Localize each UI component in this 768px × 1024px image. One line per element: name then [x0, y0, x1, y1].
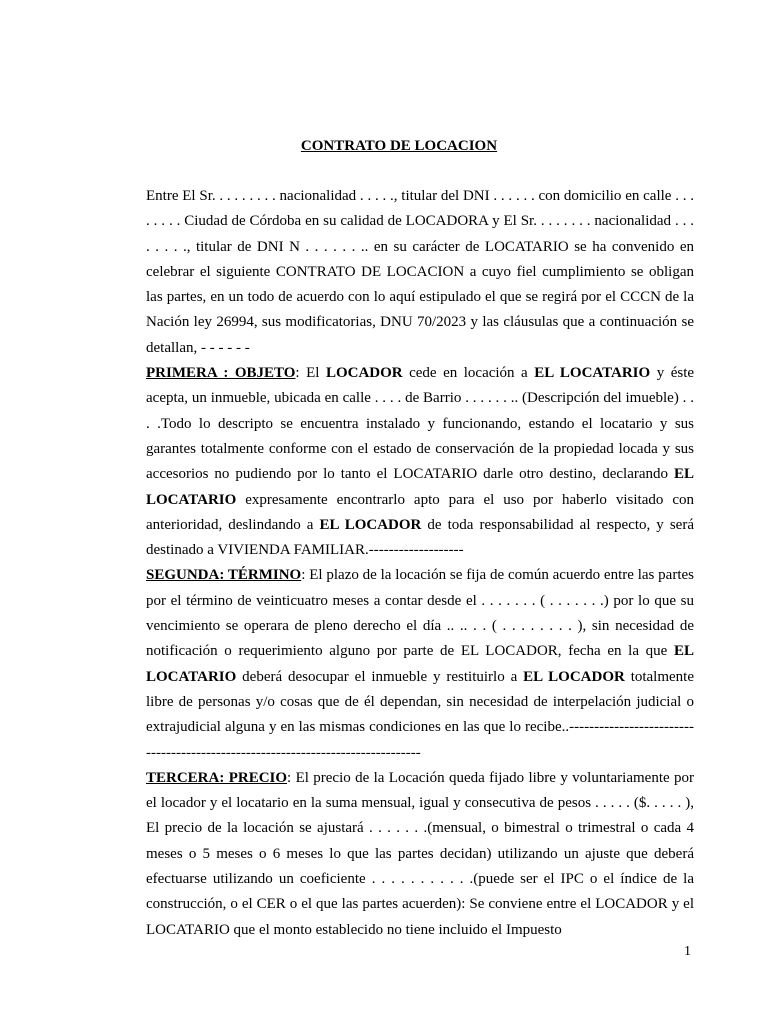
- bold-term: LOCADOR: [325, 365, 403, 382]
- clause-text: : El precio de la Locación queda fijado libre y voluntariamente por el locador y el locatario en la suma mensual, igual y consecutiva de pesos . . . . . ($. . . . . ), El precio de la locación se ajustará . . . . . . .(mensual, o bimestral o trimestral o cada 4 meses o 5 meses o 6 meses lo que las partes decidan) utilizando un ajuste que deberá efectuarse utilizando un coeficiente . . . . . . . . . . .(puede ser el IPC o el índice de la construcción, o el CER o el que las partes acuerden): Se conviene entre el LOCADOR y el LOCATARIO que el monto establecido no tiene incluido el Impuesto: [146, 769, 694, 938]
- clause-primera: [146, 361, 694, 563]
- clause-heading: SEGUNDA: TÉRMINO: [146, 567, 302, 584]
- clause-text: : El plazo de la locación se fija de común acuerdo entre las partes por el término de veinticuatro meses a contar desde el . . . . . . . ( . . . . . . .) por lo que su vencimiento se operara de pleno derecho el día .. .. . . ( . . . . . . . . ), sin necesidad de notificación o requerimiento alguno por parte de EL LOCADOR, fecha en la que: [146, 567, 695, 660]
- bold-term: EL LOCADOR: [523, 668, 625, 685]
- bold-term: EL LOCATARIO: [146, 643, 694, 685]
- clause-heading: TERCERA: PRECIO: [146, 769, 288, 786]
- clause-text: totalmente libre de personas y/o cosas que de él dependan, sin necesidad de interpelación judicial o extrajudicial alguna y en las mismas condiciones en las que lo recibe..--------------------------------------------------------------------------------: [146, 668, 695, 761]
- clause-tercera: [146, 766, 694, 943]
- clause-text: cede en locación a: [402, 365, 535, 382]
- page-number: 1: [684, 944, 691, 959]
- clause-segunda: [146, 563, 694, 765]
- bold-term: EL LOCATARIO: [534, 365, 651, 382]
- clause-text: deberá desocupar el inmueble y restituirlo a: [236, 668, 524, 685]
- document-title: CONTRATO DE LOCACION: [300, 138, 498, 154]
- clause-text: expresamente encontrarlo apto para el uso por haberlo visitado con anterioridad, deslindando a: [146, 491, 694, 533]
- bold-term: EL LOCADOR: [319, 516, 422, 533]
- document-body: [146, 184, 694, 943]
- clause-text: de toda responsabilidad al respecto, y será destinado a VIVIENDA FAMILIAR.-------------------: [146, 516, 694, 559]
- bold-term: EL LOCATARIO: [146, 466, 694, 508]
- clause-text: : El: [295, 365, 326, 382]
- clause-heading: PRIMERA : OBJETO: [146, 365, 296, 382]
- clause-text: y éste acepta, un inmueble, ubicada en calle . . . . de Barrio . . . . . . .. (Descripción del imueble) . . . .Todo lo descripto se encuentra instalado y funcionando, estando el locatario y sus garantes totalmente conforme con el estado de conservación de la propiedad locada y sus accesorios no pudiendo por lo tanto el LOCATARIO darle otro destino, declarando: [146, 365, 695, 483]
- intro-paragraph: Entre El Sr. . . . . . . . . nacionalidad . . . . ., titular del DNI . . . . . . con domicilio en calle . . . . . . . . Ciudad de Córdoba en su calidad de LOCADORA y El Sr. . . . . . . . nacionalidad . . . . . . . ., titular de DNI N . . . . . . .. en su carácter de LOCATARIO se ha convenido en celebrar el siguiente CONTRATO DE LOCACION a cuyo fiel cumplimiento se obligan las partes, en un todo de acuerdo con lo aquí estipulado el que se regirá por el CCCN de la Nación ley 26994, sus modificatorias, DNU 70/2023 y las cláusulas que a continuación se detallan, - - - - - -: [146, 188, 694, 356]
